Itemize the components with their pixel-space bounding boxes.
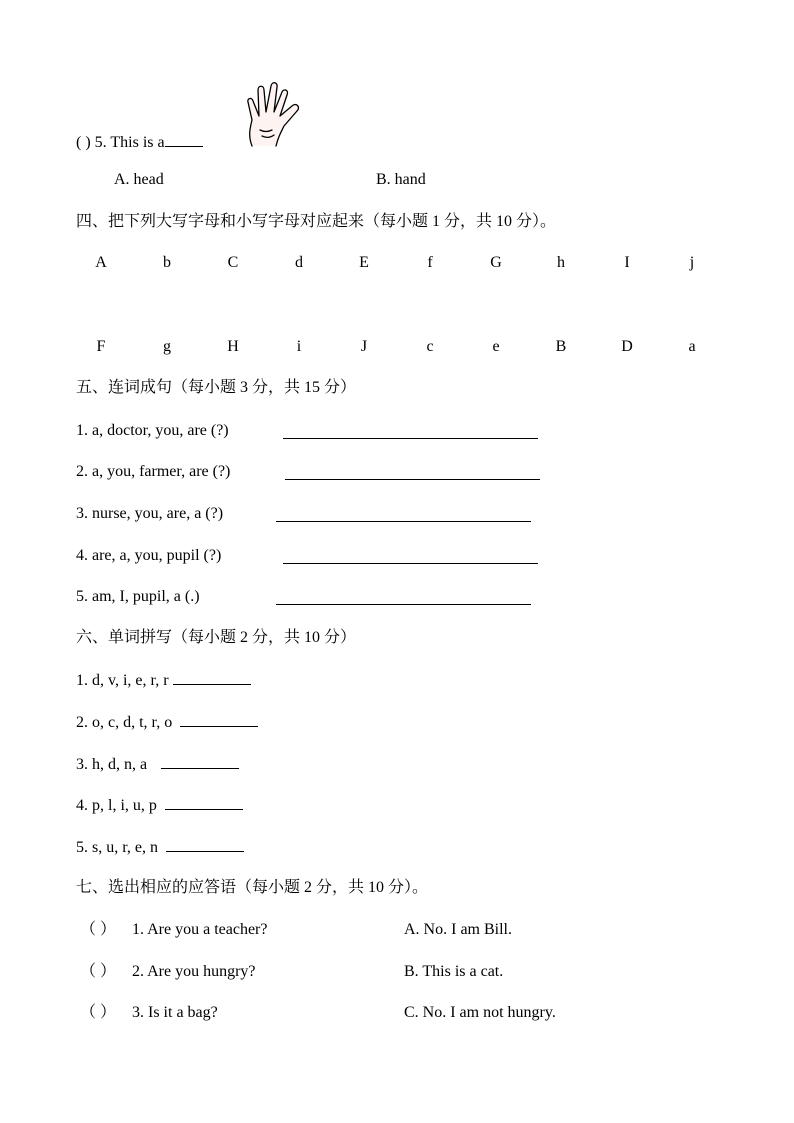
question-text: 2. Are you hungry?: [132, 963, 256, 980]
scrambled-letters: 3. h, d, n, a: [76, 756, 148, 773]
list-item: 2. a, you, farmer, are (?): [76, 463, 231, 480]
list-item: [76, 754, 239, 775]
section-7-title: 七、选出相应的应答语（每小题 2 分，共 10 分）。: [76, 879, 429, 896]
letter-item[interactable]: B: [555, 338, 567, 355]
answer-option: B. This is a cat.: [404, 963, 504, 980]
answer-paren[interactable]: （ ）: [80, 963, 117, 980]
answer-line[interactable]: [285, 465, 540, 480]
letter-item[interactable]: H: [227, 338, 239, 355]
hand-drawing-icon: [238, 80, 314, 148]
answer-paren[interactable]: （ ）: [80, 1004, 117, 1021]
scrambled-letters: 5. s, u, r, e, n: [76, 839, 159, 856]
list-item: 3. nurse, you, are, a (?): [76, 505, 224, 522]
scrambled-letters: 4. p, l, i, u, p: [76, 797, 157, 814]
letter-item[interactable]: f: [427, 254, 433, 271]
list-item: 4. are, a, you, pupil (?): [76, 547, 222, 564]
answer-line[interactable]: [276, 507, 531, 522]
letter-item[interactable]: G: [490, 254, 502, 271]
letter-item[interactable]: A: [95, 254, 107, 271]
letter-item[interactable]: j: [689, 254, 695, 271]
answer-option: A. No. I am Bill.: [404, 921, 512, 938]
letter-item[interactable]: I: [624, 254, 630, 271]
answer-option: C. No. I am not hungry.: [404, 1004, 556, 1021]
answer-paren: ( ): [76, 134, 91, 151]
letter-item[interactable]: F: [96, 338, 106, 355]
letter-item[interactable]: i: [296, 338, 302, 355]
section-6-title: 六、单词拼写（每小题 2 分，共 10 分）: [76, 629, 357, 646]
scrambled-letters: 2. o, c, d, t, r, o: [76, 714, 173, 731]
list-item: 5. am, I, pupil, a (.): [76, 588, 200, 605]
section-5-title: 五、连词成句（每小题 3 分，共 15 分）: [76, 379, 357, 396]
answer-blank[interactable]: [165, 132, 203, 147]
list-item: [76, 795, 243, 816]
letter-item[interactable]: E: [359, 254, 369, 271]
letter-item[interactable]: g: [163, 338, 171, 355]
list-item: [76, 837, 244, 858]
letter-item[interactable]: c: [426, 338, 434, 355]
section-4-title: 四、把下列大写字母和小写字母对应起来（每小题 1 分，共 10 分）。: [76, 213, 557, 230]
letter-item[interactable]: b: [163, 254, 171, 271]
question-stem: 5. This is a: [94, 134, 165, 151]
answer-line[interactable]: [283, 549, 538, 564]
answer-blank[interactable]: [173, 670, 251, 685]
letter-item[interactable]: J: [360, 338, 368, 355]
letter-item[interactable]: C: [227, 254, 239, 271]
answer-line[interactable]: [276, 590, 531, 605]
question-text: 3. Is it a bag?: [132, 1004, 218, 1021]
answer-blank[interactable]: [165, 795, 243, 810]
question-text: 1. Are you a teacher?: [132, 921, 268, 938]
answer-blank[interactable]: [180, 712, 258, 727]
list-item: 1. a, doctor, you, are (?): [76, 422, 229, 439]
option-b: B. hand: [376, 171, 426, 188]
answer-blank[interactable]: [166, 837, 244, 852]
letter-item[interactable]: e: [492, 338, 500, 355]
question-5: [76, 132, 203, 153]
list-item: [76, 670, 251, 691]
answer-line[interactable]: [283, 424, 538, 439]
list-item: [76, 712, 258, 733]
letter-item[interactable]: h: [557, 254, 565, 271]
letter-item[interactable]: a: [688, 338, 696, 355]
option-a: A. head: [114, 171, 164, 188]
scrambled-letters: 1. d, v, i, e, r, r: [76, 672, 169, 689]
answer-paren[interactable]: （ ）: [80, 921, 117, 938]
answer-blank[interactable]: [161, 754, 239, 769]
letter-item[interactable]: d: [295, 254, 303, 271]
letter-item[interactable]: D: [621, 338, 633, 355]
